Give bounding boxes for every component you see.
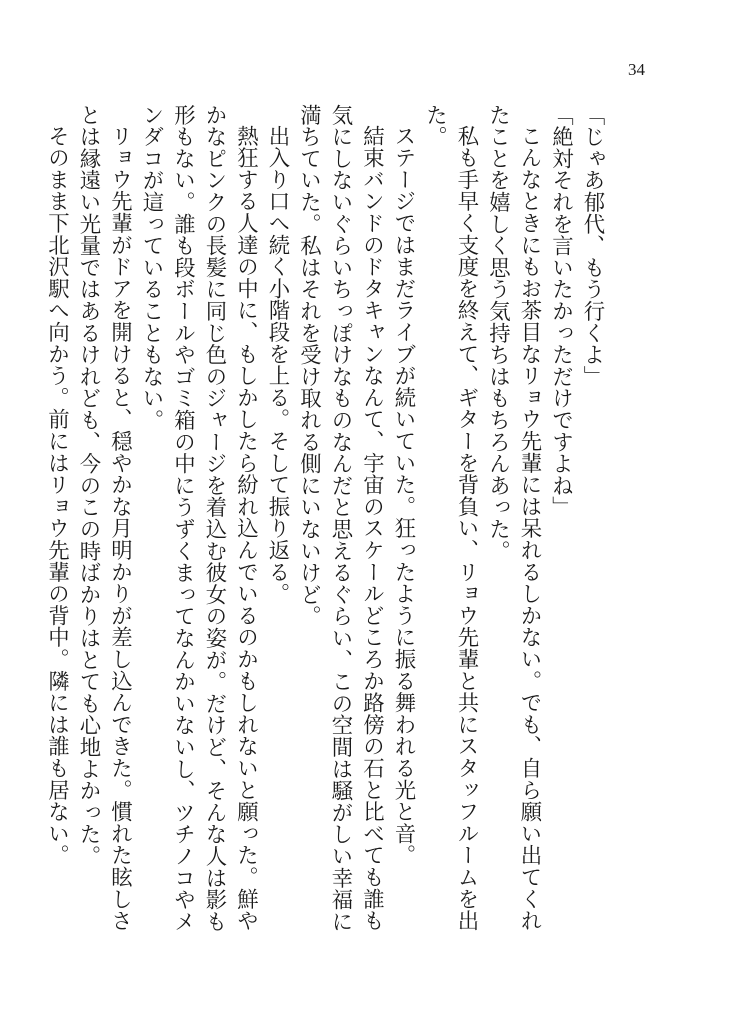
paragraph-1: 「じゃあ郁代、もう行くよ」 xyxy=(580,104,605,388)
page-number: 34 xyxy=(628,60,645,79)
paragraph-6: 結束バンドのドタキャンなんて、宇宙のスケールどころか路傍の石と比べても誰も気にしないぐらいちっぽけなものなんだと思えるぐらい、この空間は騒がしい幸福に満ちていた。私はそれを受け取れる側にいないけど。 xyxy=(296,104,385,933)
paragraph-8: 熱狂する人達の中に、もしかしたら紛れ込んでいるのかもしれないと願った。鮮やかなピンクの長髪に同じ色のジャージを着込む彼女の姿が。だけど、そんな人は影も形もない。誰も段ボールやゴミ箱の中にうずくまってなんかいないし、ツチノコやメンダコが這っていることもない。 xyxy=(139,104,259,933)
paragraph-3: こんなときにもお茶目なリョウ先輩には呆れるしかない。でも、自ら願い出てくれたことを嬉しく思う気持ちはもちろんあった。 xyxy=(485,104,542,932)
paragraph-5: ステージではまだライブが続いていた。狂ったように振る舞われる光と音。 xyxy=(391,125,416,867)
paragraph-9: リョウ先輩がドアを開けると、穏やかな月明かりが差し込んできた。慣れた眩しさとは縁遠い光量ではあるけれども、今のこの時ばかりはとても心地よかった。 xyxy=(76,104,133,932)
paragraph-10: そのまま下北沢駅へ向かう。前にはリョウ先輩の背中。隣には誰も居ない。 xyxy=(44,125,70,867)
vertical-text-body xyxy=(44,104,608,944)
paragraph-7: 出入り口へ続く小階段を上る。そして振り返る。 xyxy=(265,125,290,605)
paragraph-4: 私も手早く支度を終えて、ギターを背負い、リョウ先輩と共にスタッフルームを出た。 xyxy=(422,104,479,932)
paragraph-2: 「絶対それを言いたかっただけですよね」 xyxy=(548,104,574,519)
